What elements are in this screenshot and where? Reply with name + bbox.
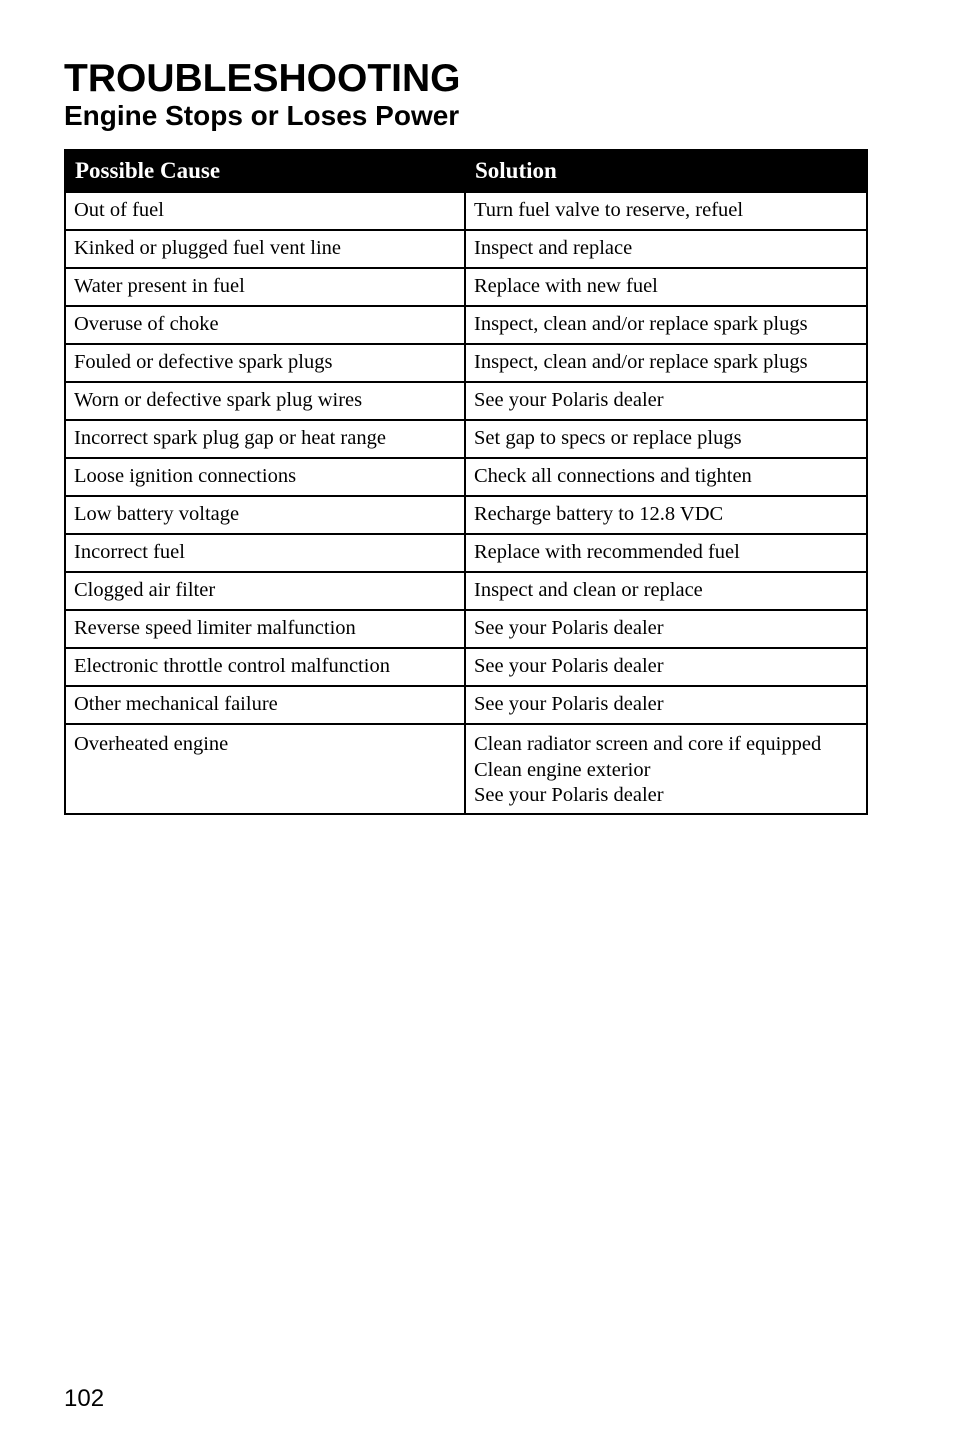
header-solution: Solution	[465, 150, 867, 192]
cause-cell: Electronic throttle control malfunction	[65, 648, 465, 686]
solution-cell	[465, 344, 867, 382]
cause-cell: Clogged air filter	[65, 572, 465, 610]
table-body	[65, 192, 867, 814]
solution-line: Replace with recommended fuel	[474, 541, 740, 564]
cause-cell: Other mechanical failure	[65, 686, 465, 724]
solution-line: Turn fuel valve to reserve, refuel	[474, 199, 744, 222]
table-row	[65, 382, 867, 420]
cause-cell: Kinked or plugged fuel vent line	[65, 230, 465, 268]
solution-line: Inspect, clean and/or replace spark plugs	[474, 313, 808, 336]
solution-line: See your Polaris dealer	[474, 655, 664, 678]
cause-cell: Loose ignition connections	[65, 458, 465, 496]
solution-line: See your Polaris dealer	[474, 617, 664, 640]
table-row	[65, 344, 867, 382]
table-header-row	[65, 150, 867, 192]
solution-cell	[465, 420, 867, 458]
solution-cell	[465, 268, 867, 306]
cause-cell: Low battery voltage	[65, 496, 465, 534]
solution-cell	[465, 382, 867, 420]
solution-cell	[465, 458, 867, 496]
solution-cell	[465, 572, 867, 610]
solution-line: Set gap to specs or replace plugs	[474, 427, 742, 450]
cause-cell: Incorrect spark plug gap or heat range	[65, 420, 465, 458]
table-row	[65, 192, 867, 230]
solution-cell	[465, 306, 867, 344]
table-row	[65, 268, 867, 306]
table-row	[65, 306, 867, 344]
table-row	[65, 534, 867, 572]
solution-cell	[465, 230, 867, 268]
cause-cell: Overheated engine	[65, 724, 465, 814]
troubleshooting-table	[64, 149, 868, 815]
cause-cell: Out of fuel	[65, 192, 465, 230]
solution-line: See your Polaris dealer	[474, 389, 664, 412]
solution-line: Clean radiator screen and core if equipped	[474, 733, 822, 755]
cause-cell: Overuse of choke	[65, 306, 465, 344]
solution-line: Replace with new fuel	[474, 275, 658, 298]
cause-cell: Worn or defective spark plug wires	[65, 382, 465, 420]
solution-line: Recharge battery to 12.8 VDC	[474, 503, 724, 526]
cause-cell: Fouled or defective spark plugs	[65, 344, 465, 382]
solution-line: Check all connections and tighten	[474, 465, 752, 488]
table-row	[65, 572, 867, 610]
solution-line: Inspect and replace	[474, 237, 633, 260]
solution-line: Clean engine exterior	[474, 758, 651, 781]
cause-cell: Water present in fuel	[65, 268, 465, 306]
page-number: 102	[64, 1385, 105, 1412]
solution-line: Inspect and clean or replace	[474, 579, 703, 602]
solution-cell	[465, 686, 867, 724]
header-possible-cause: Possible Cause	[65, 150, 465, 192]
page-title: TROUBLESHOOTING	[64, 57, 461, 100]
table-row	[65, 230, 867, 268]
section-subtitle: Engine Stops or Loses Power	[64, 100, 460, 131]
cause-cell: Reverse speed limiter malfunction	[65, 610, 465, 648]
table-row	[65, 686, 867, 724]
table-row	[65, 610, 867, 648]
table-row	[65, 648, 867, 686]
table-row	[65, 458, 867, 496]
solution-line: See your Polaris dealer	[474, 693, 664, 716]
table-row	[65, 420, 867, 458]
solution-line: See your Polaris dealer	[474, 784, 664, 806]
table-row	[65, 496, 867, 534]
solution-cell	[465, 724, 867, 814]
cause-cell: Incorrect fuel	[65, 534, 465, 572]
solution-cell	[465, 496, 867, 534]
table-row	[65, 724, 867, 814]
solution-line: Inspect, clean and/or replace spark plugs	[474, 351, 808, 374]
solution-cell	[465, 534, 867, 572]
solution-cell	[465, 192, 867, 230]
solution-cell	[465, 648, 867, 686]
solution-cell	[465, 610, 867, 648]
